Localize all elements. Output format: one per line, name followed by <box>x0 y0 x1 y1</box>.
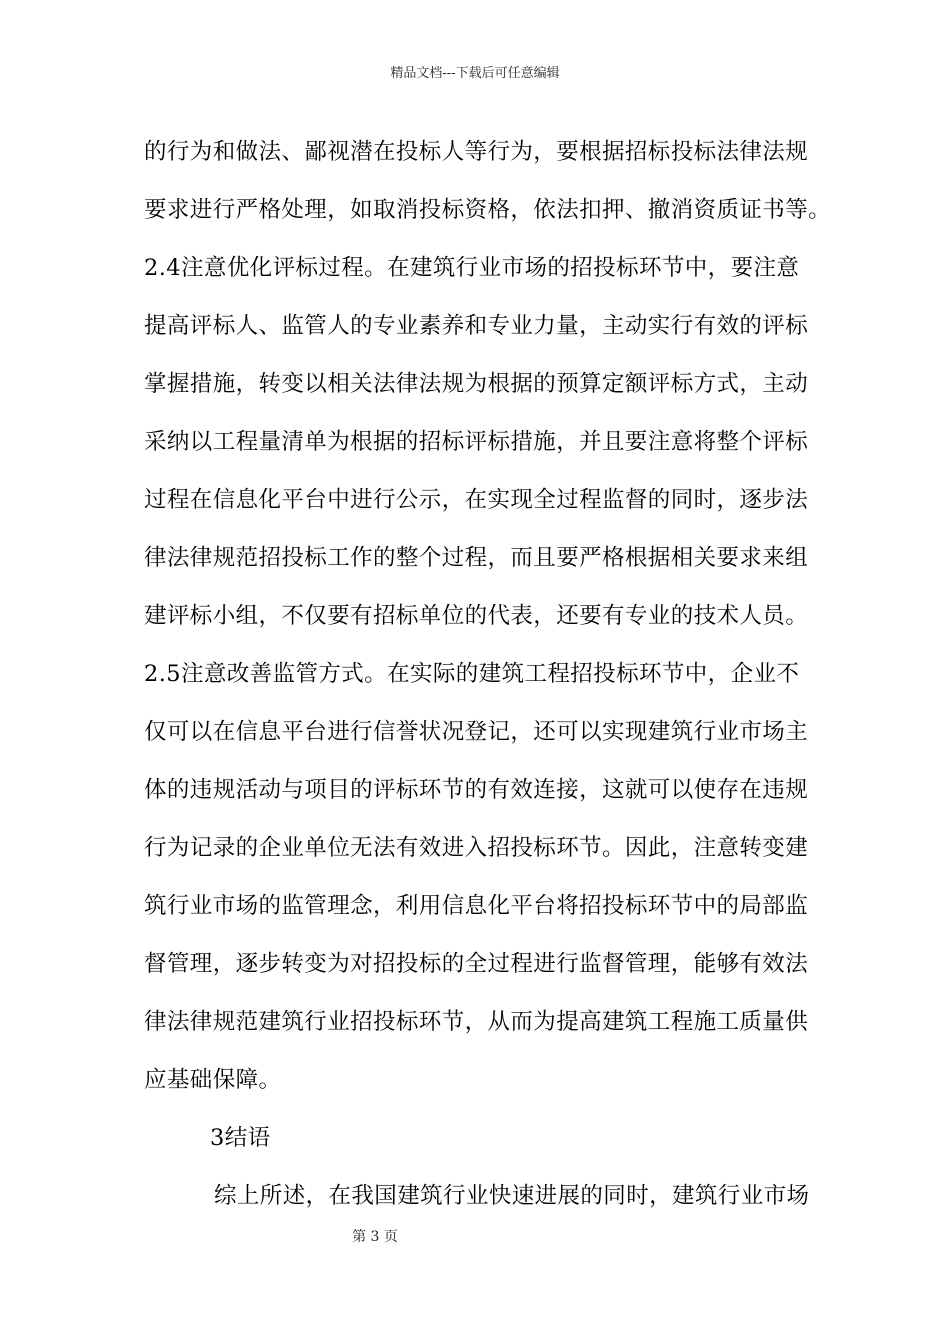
body-line: 律法律规范建筑行业招投标环节，从而为提高建筑工程施工质量供 <box>144 1009 809 1035</box>
body-line: 2.4注意优化评标过程。在建筑行业市场的招投标环节中，要注意 <box>144 255 800 281</box>
page-header: 精品文档---下载后可任意编辑 <box>390 66 560 81</box>
body-line: 2.5注意改善监管方式。在实际的建筑工程招投标环节中，企业不 <box>144 661 800 687</box>
body-line: 体的违规活动与项目的评标环节的有效连接，这就可以使存在违规 <box>144 777 809 803</box>
page-number: 第 3 页 <box>352 1229 398 1245</box>
body-line: 律法律规范招投标工作的整个过程，而且要严格根据相关要求来组 <box>144 545 809 571</box>
body-line: 要求进行严格处理，如取消投标资格，依法扣押、撤消资质证书等。 <box>144 197 832 223</box>
body-line: 应基础保障。 <box>144 1067 282 1093</box>
body-line: 筑行业市场的监管理念，利用信息化平台将招投标环节中的局部监 <box>144 893 809 919</box>
body-line: 仅可以在信息平台进行信誉状况登记，还可以实现建筑行业市场主 <box>144 719 809 745</box>
body-line: 督管理，逐步转变为对招投标的全过程进行监督管理，能够有效法 <box>144 951 809 977</box>
body-line: 综上所述，在我国建筑行业快速进展的同时，建筑行业市场 <box>214 1183 810 1209</box>
body-line: 掌握措施，转变以相关法律法规为根据的预算定额评标方式，主动 <box>144 371 809 397</box>
body-line: 建评标小组，不仅要有招标单位的代表，还要有专业的技术人员。 <box>144 603 809 629</box>
section-heading: 3结语 <box>210 1125 271 1151</box>
body-line: 过程在信息化平台中进行公示，在实现全过程监督的同时，逐步法 <box>144 487 809 513</box>
body-line: 的行为和做法、鄙视潜在投标人等行为，要根据招标投标法律法规 <box>144 139 809 165</box>
body-line: 采纳以工程量清单为根据的招标评标措施，并且要注意将整个评标 <box>144 429 809 455</box>
body-line: 提高评标人、监管人的专业素养和专业力量，主动实行有效的评标 <box>144 313 809 339</box>
body-line: 行为记录的企业单位无法有效进入招投标环节。因此，注意转变建 <box>144 835 809 861</box>
document-body <box>144 130 834 1232</box>
